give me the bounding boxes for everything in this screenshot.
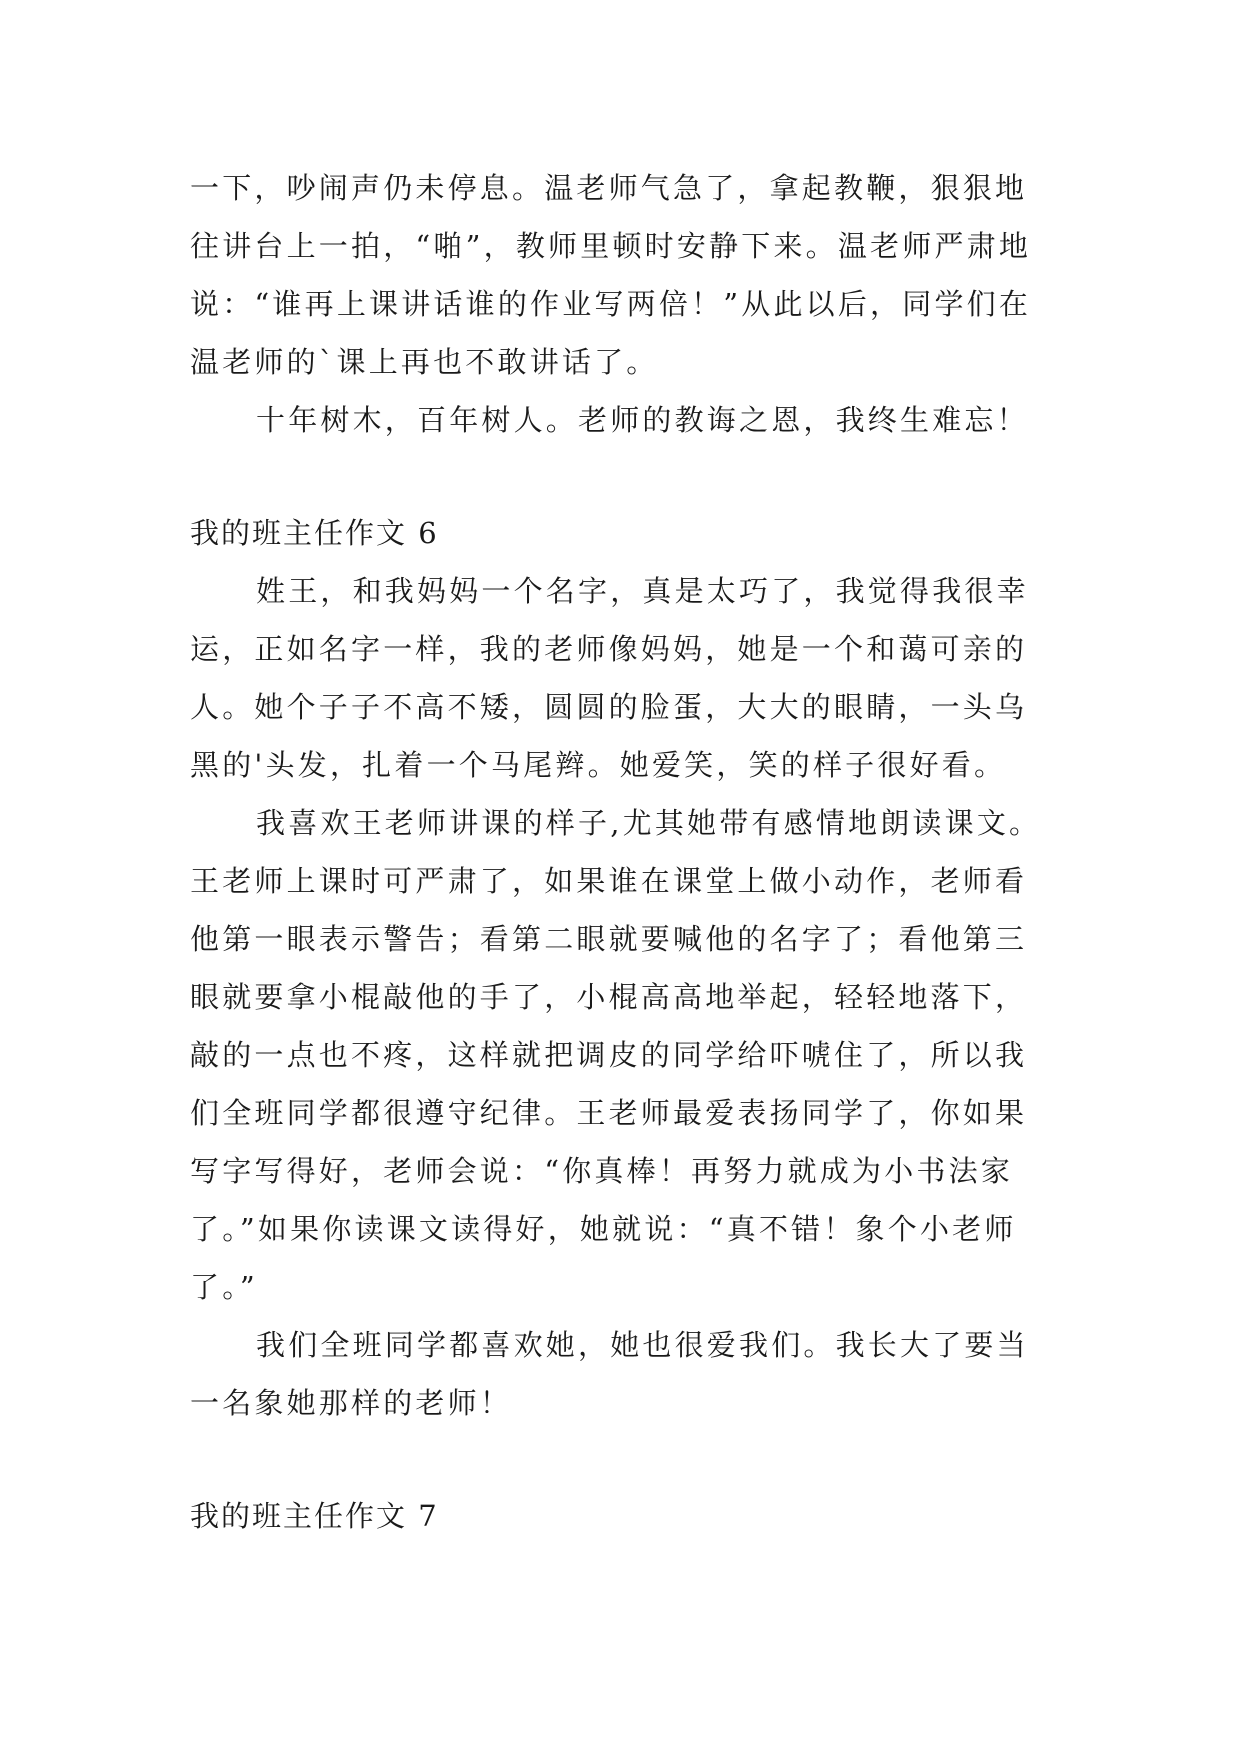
paragraph-line: 眼就要拿小棍敲他的手了，小棍高高地举起，轻轻地落下， — [190, 980, 1028, 1014]
paragraph-line: 了。” — [190, 1270, 258, 1304]
paragraph-line: 他第一眼表示警告；看第二眼就要喊他的名字了；看他第三 — [190, 922, 1028, 956]
paragraph-line: 往讲台上一拍，“啪”，教师里顿时安静下来。温老师严肃地 — [190, 229, 1032, 263]
paragraph-line: 黑的'头发，扎着一个马尾辫。她爱笑，笑的样子很好看。 — [190, 748, 1007, 782]
paragraph-line: 们全班同学都很遵守纪律。王老师最爱表扬同学了，你如果 — [190, 1096, 1028, 1130]
paragraph-line: 说：“谁再上课讲话谁的作业写两倍！”从此以后，同学们在 — [190, 287, 1032, 321]
paragraph-line: 人。她个子子不高不矮，圆圆的脸蛋，大大的眼睛，一头乌 — [190, 690, 1028, 724]
paragraph-line: 一下，吵闹声仍未停息。温老师气急了，拿起教鞭，狠狠地 — [190, 171, 1028, 205]
paragraph-line: 一名象她那样的老师！ — [190, 1386, 513, 1420]
paragraph-line: 运，正如名字一样，我的老师像妈妈，她是一个和蔼可亲的 — [190, 632, 1028, 666]
paragraph-line: 敲的一点也不疼，这样就把调皮的同学给吓唬住了，所以我 — [190, 1038, 1028, 1072]
paragraph-line: 写字写得好，老师会说：“你真棒！再努力就成为小书法家 — [190, 1154, 1014, 1188]
paragraph-line: 王老师上课时可严肃了，如果谁在课堂上做小动作，老师看 — [190, 864, 1028, 898]
essay-7-title: 我的班主任作文 7 — [190, 1499, 439, 1533]
paragraph-line: 姓王，和我妈妈一个名字，真是太巧了，我觉得我很幸 — [256, 574, 1029, 608]
paragraph-line: 我们全班同学都喜欢她，她也很爱我们。我长大了要当 — [256, 1328, 1029, 1362]
closing-line: 十年树木，百年树人。老师的教诲之恩，我终生难忘！ — [256, 403, 1029, 437]
paragraph-line: 我喜欢王老师讲课的样子,尤其她带有感情地朗读课文。 — [256, 806, 1042, 840]
paragraph-line: 温老师的`课上再也不敢讲话了。 — [190, 345, 659, 379]
paragraph-line: 了。”如果你读课文读得好，她就说：“真不错！象个小老师 — [190, 1212, 1017, 1246]
essay-6-title: 我的班主任作文 6 — [190, 516, 439, 550]
